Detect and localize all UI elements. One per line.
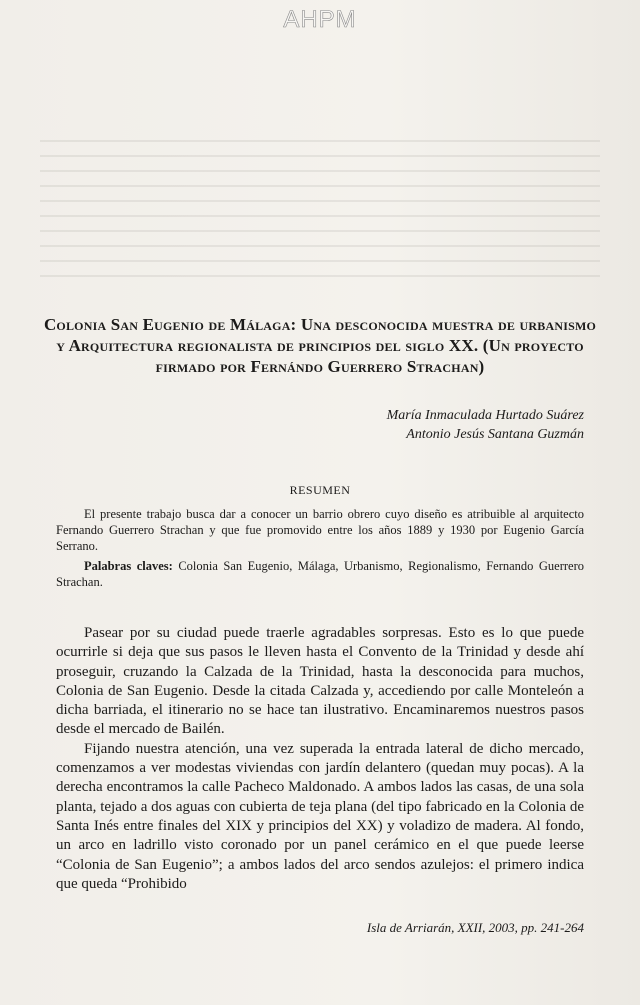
author-list xyxy=(387,406,584,444)
keywords-text: Colonia San Eugenio, Málaga, Urbanismo, Regionalismo, Fernando Guerrero Strachan. xyxy=(56,559,585,589)
article-body xyxy=(56,624,584,894)
author-name: Antonio Jesús Santana Guzmán xyxy=(406,427,584,442)
show-through-texture xyxy=(40,140,600,290)
body-paragraph: Pasear por su ciudad puede traerle agradables sorpresas. Esto es lo que puede ocurrirle si deja que sus pasos le lleven hasta el Convento de la Trinidad y desde ahí proseguir, cruzando la Calzada de la Trinidad, hasta la desconocida para muchos, Colonia de San Eugenio. Desde la citada Calzada y, accediendo por calle Monteleón a dicha barriada, el itinerario no se hace tan ilustrativo. Encaminaremos nuestros pasos desde el mercado de Bailén. xyxy=(56,625,584,738)
author-name: María Inmaculada Hurtado Suárez xyxy=(386,408,584,423)
body-paragraph: Fijando nuestra atención, una vez superada la entrada lateral de dicho mercado, comenzamos a ver modestas viviendas con jardín delantero (quedan muy pocas). A la derecha encontramos la calle Pacheco Maldonado. A ambos lados las casas, de una sola planta, tejado a dos aguas con cubierta de teja plana (del tipo fabricado en la Colonia de Santa Inés entre finales del XIX y principios del XX) y voladizo de madera. Al fondo, un arco en ladrillo visto coronado por un panel cerámico en el que puede leerse “Colonia de San Eugenio”; a ambos lados del arco sendos azulejos: el primero indica que queda “Prohibido xyxy=(56,740,584,892)
abstract xyxy=(56,506,584,554)
abstract-heading: RESUMEN xyxy=(289,483,351,497)
abstract-text: El presente trabajo busca dar a conocer un barrio obrero cuyo diseño es atribuible al arquitecto Fernando Guerrero Strachan y que fue promovido entre los años 1889 y 1930 por Eugenio García Serrano. xyxy=(56,507,584,553)
article-title: Colonia San Eugenio de Málaga: Una desconocida muestra de urbanismo y Arquitectura regionalista de principios del siglo XX. (Un proyecto firmado por Fernándo Guerrero Strachan) xyxy=(43,315,597,377)
journal-citation: Isla de Arriarán, XXII, 2003, pp. 241-264 xyxy=(366,920,584,935)
archive-stamp: AHPM xyxy=(283,6,357,33)
keywords-label: Palabras claves: xyxy=(84,559,173,573)
keywords xyxy=(56,558,584,590)
